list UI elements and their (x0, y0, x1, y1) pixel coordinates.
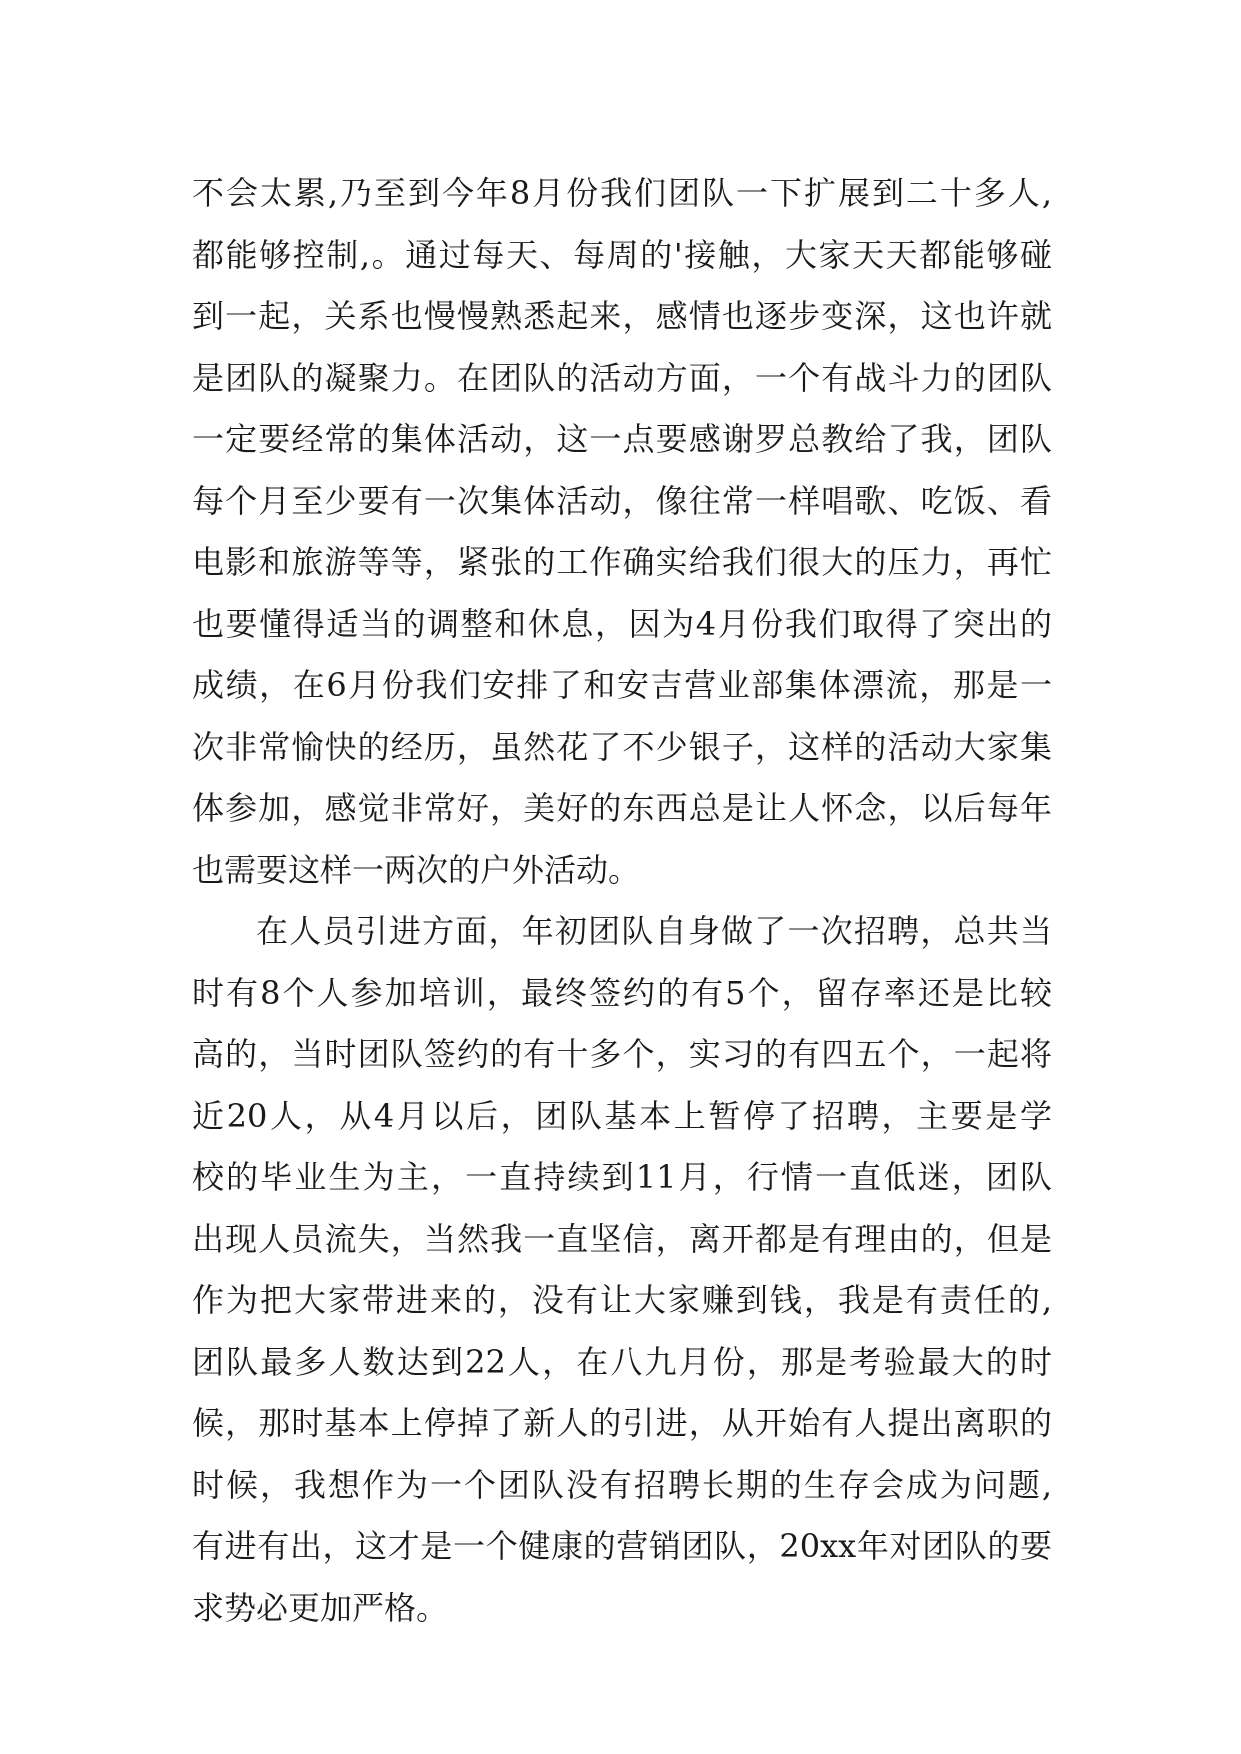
text-line: 不会太累,乃至到今年8月份我们团队一下扩展到二十多人, (192, 174, 1052, 212)
paragraph-recruitment (192, 901, 1052, 1639)
text-line: 成绩，在6月份我们安排了和安吉营业部集体漂流，那是一 (192, 666, 1052, 704)
text-line: 候，那时基本上停掉了新人的引进，从开始有人提出离职的 (192, 1404, 1052, 1442)
text-line: 也需要这样一两次的户外活动。 (192, 850, 641, 889)
document-body (192, 163, 1052, 1639)
text-line: 高的，当时团队签约的有十多个，实习的有四五个，一起将 (192, 1035, 1052, 1073)
text-line: 团队最多人数达到22人，在八九月份，那是考验最大的时 (192, 1342, 1052, 1381)
text-line: 时有8个人参加培训，最终签约的有5个，留存率还是比较 (192, 973, 1052, 1012)
text-line: 也要懂得适当的调整和休息，因为4月份我们取得了突出的 (192, 604, 1052, 643)
text-line: 作为把大家带进来的，没有让大家赚到钱，我是有责任的, (192, 1281, 1052, 1319)
text-line: 时候，我想作为一个团队没有招聘长期的生存会成为问题, (192, 1465, 1052, 1504)
text-line: 是团队的凝聚力。在团队的活动方面，一个有战斗力的团队 (192, 358, 1052, 397)
text-line: 一定要经常的集体活动，这一点要感谢罗总教给了我，团队 (192, 420, 1052, 458)
text-line: 近20人，从4月以后，团队基本上暂停了招聘，主要是学 (192, 1096, 1052, 1135)
text-line: 出现人员流失，当然我一直坚信，离开都是有理由的，但是 (192, 1219, 1052, 1258)
text-line: 在人员引进方面，年初团队自身做了一次招聘，总共当 (256, 912, 1052, 950)
text-line: 电影和旅游等等，紧张的工作确实给我们很大的压力，再忙 (192, 543, 1052, 581)
text-line: 到一起，关系也慢慢熟悉起来，感情也逐步变深，这也许就 (192, 297, 1052, 335)
text-line: 有进有出，这才是一个健康的营销团队，20xx年对团队的要 (192, 1527, 1052, 1565)
text-line: 体参加，感觉非常好，美好的东西总是让人怀念，以后每年 (192, 789, 1052, 827)
text-line: 每个月至少要有一次集体活动，像往常一样唱歌、吃饭、看 (192, 481, 1052, 520)
text-line: 求势必更加严格。 (192, 1588, 449, 1627)
text-line: 都能够控制,。通过每天、每周的'接触，大家天天都能够碰 (192, 235, 1052, 274)
paragraph-team-activities (192, 163, 1052, 901)
text-line: 校的毕业生为主，一直持续到11月，行情一直低迷，团队 (192, 1158, 1052, 1196)
text-line: 次非常愉快的经历，虽然花了不少银子，这样的活动大家集 (192, 727, 1052, 766)
